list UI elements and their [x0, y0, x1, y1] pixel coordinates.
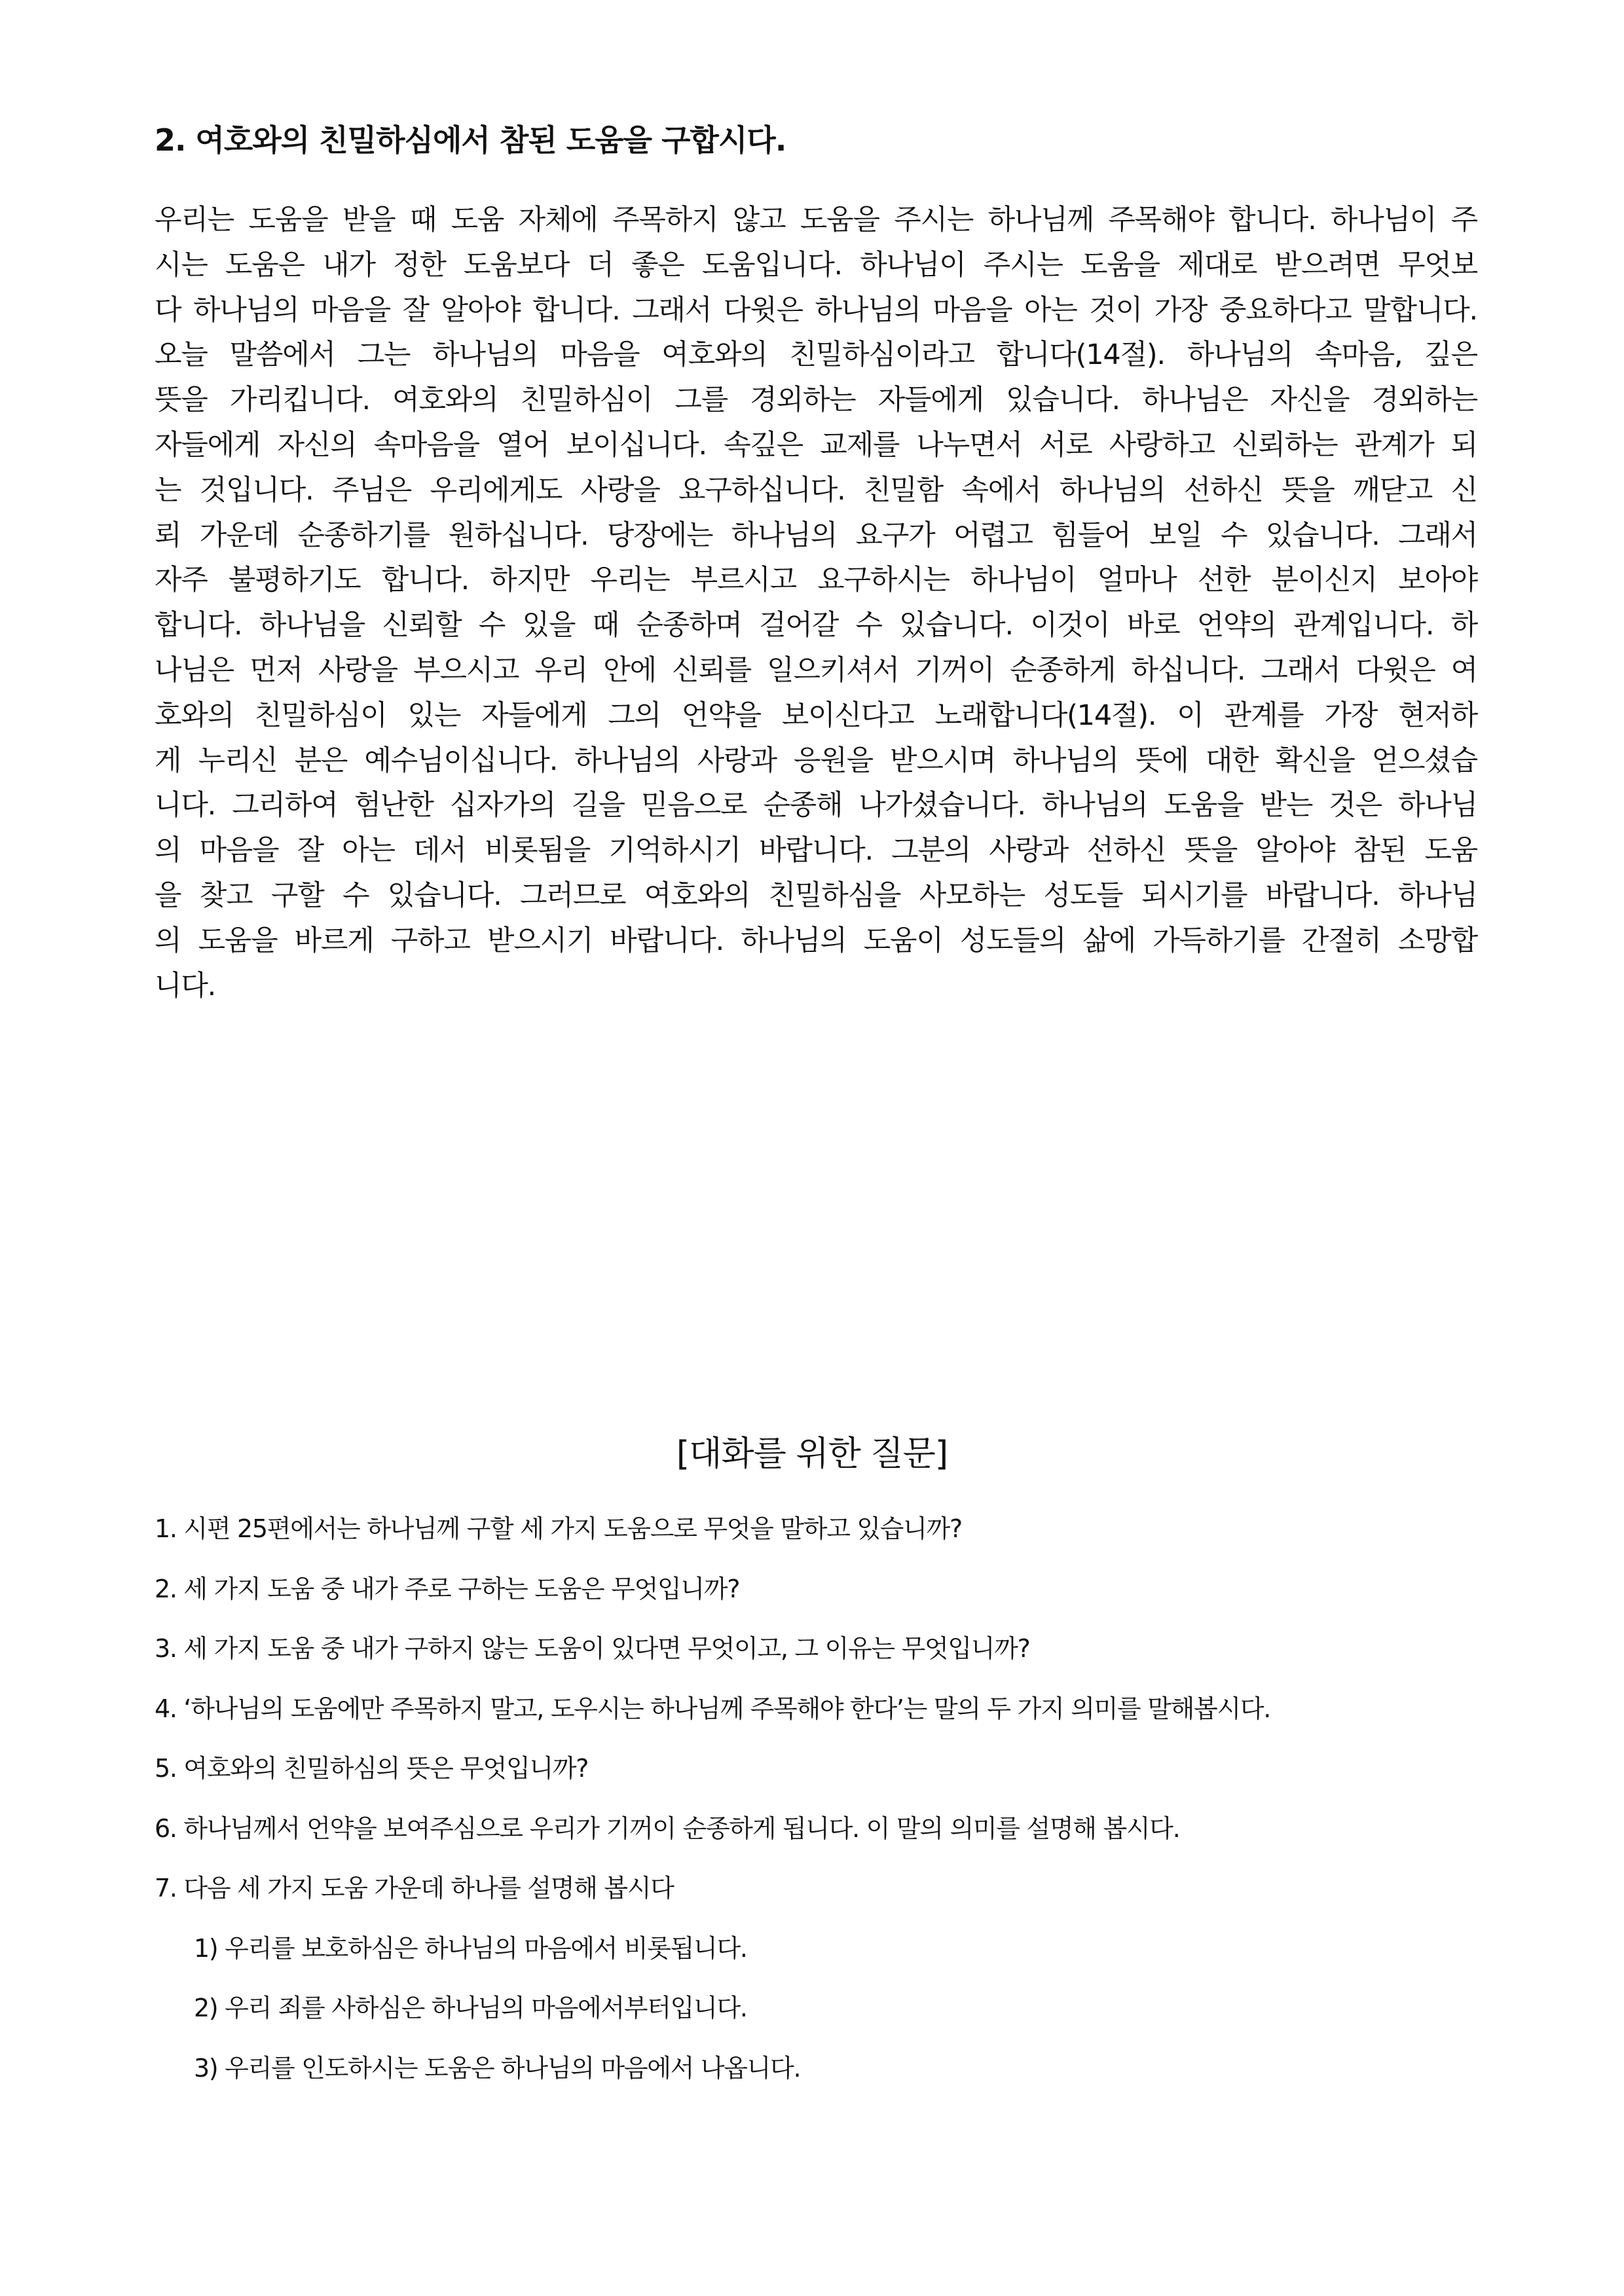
paragraph-line: 오늘 말씀에서 그는 하나님의 마음을 여호와의 친밀하심이라고 합니다(14절). 하나님의 속마음, 깊은: [155, 338, 1477, 372]
paragraph-line: 우리는 도움을 받을 때 도움 자체에 주목하지 않고 도움을 주시는 하나님께 주목해야 합니다. 하나님이 주: [155, 204, 1477, 236]
question-item: 2. 세 가지 도움 중 내가 주로 구하는 도움은 무엇입니까?: [155, 1574, 740, 1603]
paragraph-line: 는 것입니다. 주님은 우리에게도 사랑을 요구하십니다. 친밀함 속에서 하나님의 선하신 뜻을 깨닫고 신: [155, 473, 1477, 507]
paragraph-line: 을 찾고 구할 수 있습니다. 그러므로 여호와의 친밀하심을 사모하는 성도들 되시기를 바랍니다. 하나님: [155, 879, 1477, 912]
question-item: 1. 시편 25편에서는 하나님께 구할 세 가지 도움으로 무엇을 말하고 있습니까?: [155, 1514, 962, 1543]
paragraph-line: 다 하나님의 마음을 잘 알아야 합니다. 그래서 다윗은 하나님의 마음을 아는 것이 가장 중요하다고 말합니다.: [155, 293, 1477, 327]
paragraph-line: 합니다. 하나님을 신뢰할 수 있을 때 순종하며 걸어갈 수 있습니다. 이것이 바로 언약의 관계입니다. 하: [155, 609, 1477, 642]
paragraph-line: 시는 도움은 내가 정한 도움보다 더 좋은 도움입니다. 하나님이 주시는 도움을 제대로 받으려면 무엇보: [155, 248, 1477, 282]
discussion-questions: [155, 1512, 1490, 2111]
paragraph-line: 자들에게 자신의 속마음을 열어 보이십니다. 속깊은 교제를 나누면서 서로 사랑하고 신뢰하는 관계가 되: [155, 428, 1477, 462]
paragraph-line: 게 누리신 분은 예수님이십니다. 하나님의 사랑과 응원을 받으시며 하나님의 뜻에 대한 확신을 얻으셨습: [155, 744, 1477, 777]
question-item: 4. ‘하나님의 도움에만 주목하지 말고, 도우시는 하나님께 주목해야 한다’는 말의 두 가지 의미를 말해봅시다.: [155, 1694, 1271, 1723]
question-item: 6. 하나님께서 언약을 보여주심으로 우리가 기꺼이 순종하게 됩니다. 이 말의 의미를 설명해 봅시다.: [155, 1813, 1180, 1843]
question-item: 3. 세 가지 도움 중 내가 구하지 않는 도움이 있다면 무엇이고, 그 이유는 무엇입니까?: [155, 1634, 1030, 1663]
question-sub-item: 3) 우리를 인도하시는 도움은 하나님의 마음에서 나옵니다.: [194, 2053, 801, 2083]
paragraph-line: 뜻을 가리킵니다. 여호와의 친밀하심이 그를 경외하는 자들에게 있습니다. 하나님은 자신을 경외하는: [155, 384, 1477, 417]
paragraph-line: 호와의 친밀하심이 있는 자들에게 그의 언약을 보이신다고 노래합니다(14절). 이 관계를 가장 현저하: [155, 699, 1477, 732]
section-title: 2. 여호와의 친밀하심에서 참된 도움을 구합시다.: [155, 122, 786, 158]
question-item: 7. 다음 세 가지 도움 가운데 하나를 설명해 봅시다: [155, 1874, 674, 1903]
paragraph-line: 니다.: [155, 969, 216, 1002]
paragraph-line: 뢰 가운데 순종하기를 원하십니다. 당장에는 하나님의 요구가 어렵고 힘들어 보일 수 있습니다. 그래서: [155, 519, 1477, 552]
paragraph-line: 의 마음을 잘 아는 데서 비롯됨을 기억하시기 바랍니다. 그분의 사랑과 선하신 뜻을 알아야 참된 도움: [155, 834, 1477, 867]
body-paragraph: [155, 198, 1477, 1008]
question-sub-item: 1) 우리를 보호하심은 하나님의 마음에서 비롯됩니다.: [194, 1933, 747, 1963]
paragraph-line: 나님은 먼저 사랑을 부으시고 우리 안에 신뢰를 일으키셔서 기꺼이 순종하게 하십니다. 그래서 다윗은 여: [155, 653, 1477, 687]
discussion-heading: [대화를 위한 질문]: [676, 1434, 948, 1474]
paragraph-line: 의 도움을 바르게 구하고 받으시기 바랍니다. 하나님의 도움이 성도들의 삶에 가득하기를 간절히 소망합: [155, 924, 1477, 957]
question-item: 5. 여호와의 친밀하심의 뜻은 무엇입니까?: [155, 1754, 589, 1783]
question-sub-item: 2) 우리 죄를 사하심은 하나님의 마음에서부터입니다.: [194, 1994, 747, 2022]
paragraph-line: 자주 불평하기도 합니다. 하지만 우리는 부르시고 요구하시는 하나님이 얼마나 선한 분이신지 보아야: [155, 564, 1477, 597]
paragraph-line: 니다. 그리하여 험난한 십자가의 길을 믿음으로 순종해 나가셨습니다. 하나님의 도움을 받는 것은 하나님: [155, 789, 1477, 822]
